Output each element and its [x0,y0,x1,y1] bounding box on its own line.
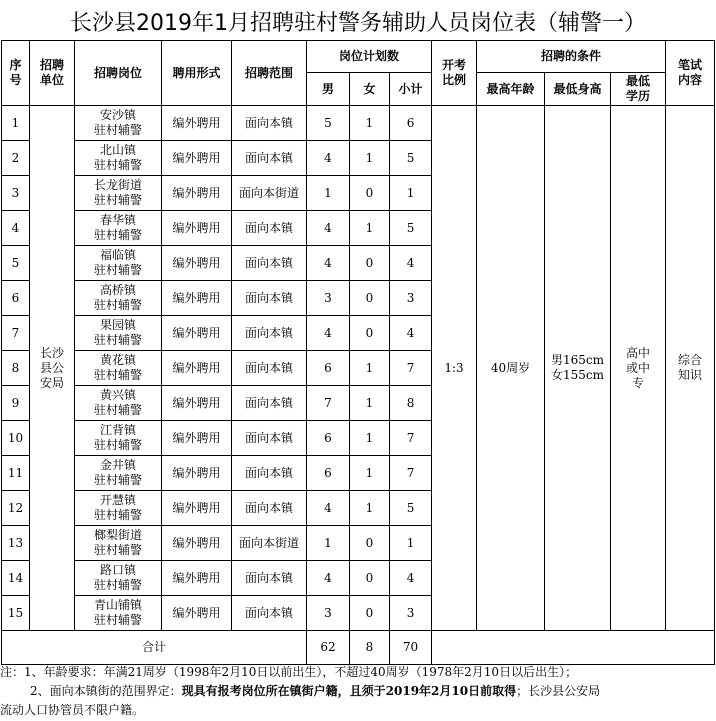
row-scope: 面向本镇 [232,456,307,491]
row-form: 编外聘用 [162,106,232,141]
header-max-age: 最高年龄 [477,73,545,106]
row-post: 驻村辅警 [93,193,142,207]
min-height-cell [545,106,611,631]
row-subtotal: 5 [390,491,432,526]
row-subtotal: 6 [390,106,432,141]
header-min-height: 最低身高 [545,73,611,106]
row-subtotal: 1 [390,526,432,561]
header-min-edu-label: 最低学历 [626,74,651,103]
row-male: 7 [307,386,350,421]
row-female: 0 [350,176,390,211]
note-line-2-bold: 现具有报考岗位所在镇街户籍，且须于2019年2月10日前取得 [181,684,517,698]
row-subtotal: 1 [390,176,432,211]
note-line-2 [0,682,716,701]
row-seq: 5 [2,246,30,281]
header-min-edu [611,73,666,106]
row-scope: 面向本镇 [232,106,307,141]
row-male: 4 [307,316,350,351]
note-line-1: 注：1、年龄要求：年满21周岁（1998年2月10日以前出生），不超过40周岁（1978年2月10日以后出生）； [0,665,578,679]
row-seq: 1 [2,106,30,141]
row-subtotal: 7 [390,421,432,456]
row-female: 1 [350,421,390,456]
row-male: 6 [307,351,350,386]
row-form: 编外聘用 [162,491,232,526]
row-female: 1 [350,106,390,141]
exam-label: 综合知识 [678,353,703,382]
row-female: 1 [350,211,390,246]
row-subtotal: 4 [390,561,432,596]
row-form: 编外聘用 [162,351,232,386]
recruitment-table [1,40,715,665]
row-position [75,456,162,491]
row-form: 编外聘用 [162,141,232,176]
row-post: 驻村辅警 [93,263,142,277]
row-male: 3 [307,596,350,631]
row-post: 驻村辅警 [93,403,142,417]
header-exam-label: 笔试内容 [678,58,703,87]
header-position: 招聘岗位 [75,41,162,106]
row-female: 0 [350,281,390,316]
row-post: 驻村辅警 [93,158,142,172]
row-female: 1 [350,456,390,491]
row-form: 编外聘用 [162,316,232,351]
row-form: 编外聘用 [162,561,232,596]
row-male: 4 [307,141,350,176]
row-scope: 面向本街道 [232,526,307,561]
note-line-2-suffix: ；长沙县公安局 [516,684,601,698]
notes [0,663,716,720]
row-post: 驻村辅警 [93,333,142,347]
header-unit-label: 招聘单位 [39,58,64,87]
row-subtotal: 4 [390,246,432,281]
row-female: 1 [350,386,390,421]
row-town: 江背镇 [99,423,136,437]
row-scope: 面向本镇 [232,386,307,421]
total-row [2,631,715,665]
row-scope: 面向本镇 [232,421,307,456]
total-blank [432,631,715,665]
row-form: 编外聘用 [162,526,232,561]
row-subtotal: 7 [390,351,432,386]
row-town: 青山铺镇 [93,598,142,612]
row-seq: 2 [2,141,30,176]
row-position [75,176,162,211]
row-form: 编外聘用 [162,421,232,456]
row-town: 路口镇 [99,563,136,577]
row-post: 驻村辅警 [93,228,142,242]
note-line-2-prefix: 2、面向本镇街的范围界定： [30,684,182,698]
header-exam [666,41,715,106]
row-male: 4 [307,561,350,596]
row-town: 福临镇 [99,248,136,262]
row-female: 1 [350,491,390,526]
row-form: 编外聘用 [162,246,232,281]
row-post: 驻村辅警 [93,613,142,627]
row-position [75,491,162,526]
row-seq: 8 [2,351,30,386]
row-position [75,561,162,596]
header-subtotal: 小计 [390,73,432,106]
row-female: 0 [350,526,390,561]
row-female: 0 [350,561,390,596]
row-town: 开慧镇 [99,493,136,507]
total-subtotal: 70 [390,631,432,665]
row-seq: 4 [2,211,30,246]
row-position [75,106,162,141]
min-edu-label: 高中或中专 [626,345,651,390]
row-subtotal: 8 [390,386,432,421]
row-town: 金井镇 [99,458,136,472]
note-line-3: 流动人口协管员不限户籍。 [0,703,145,717]
row-seq: 11 [2,456,30,491]
row-form: 编外聘用 [162,211,232,246]
row-form: 编外聘用 [162,456,232,491]
total-label: 合计 [2,631,307,665]
header-conditions: 招聘的条件 [477,41,666,73]
row-form: 编外聘用 [162,281,232,316]
header-unit [30,41,75,106]
row-position [75,526,162,561]
row-male: 4 [307,491,350,526]
header-ratio [432,41,477,106]
row-male: 1 [307,526,350,561]
header-scope: 招聘范围 [232,41,307,106]
row-seq: 15 [2,596,30,631]
exam-cell [666,106,715,631]
row-position [75,281,162,316]
row-seq: 14 [2,561,30,596]
row-seq: 7 [2,316,30,351]
row-seq: 6 [2,281,30,316]
row-post: 驻村辅警 [93,578,142,592]
row-position [75,596,162,631]
row-post: 驻村辅警 [93,508,142,522]
row-female: 1 [350,141,390,176]
total-female: 8 [350,631,390,665]
min-edu-cell [611,106,666,631]
header-seq-label: 序号 [9,58,22,87]
row-post: 驻村辅警 [93,543,142,557]
row-scope: 面向本镇 [232,491,307,526]
row-town: 春华镇 [99,213,136,227]
row-subtotal: 7 [390,456,432,491]
height-female: 女155cm [551,368,605,382]
row-subtotal: 5 [390,141,432,176]
row-seq: 10 [2,421,30,456]
row-female: 0 [350,596,390,631]
unit-label: 长沙县公安局 [39,345,64,390]
row-town: 高桥镇 [99,283,136,297]
row-male: 6 [307,421,350,456]
row-post: 驻村辅警 [93,438,142,452]
row-town: 长龙街道 [93,178,142,192]
row-subtotal: 3 [390,281,432,316]
row-male: 6 [307,456,350,491]
row-town: 果园镇 [99,318,136,332]
max-age-cell: 40周岁 [477,106,545,631]
row-post: 驻村辅警 [93,473,142,487]
height-male: 男165cm [551,353,605,367]
row-town: 榔梨街道 [93,528,142,542]
row-scope: 面向本镇 [232,316,307,351]
row-town: 北山镇 [99,143,136,157]
page-title: 长沙县2019年1月招聘驻村警务辅助人员岗位表（辅警一） [70,11,646,36]
header-seq [2,41,30,106]
total-male: 62 [307,631,350,665]
row-scope: 面向本镇 [232,281,307,316]
header-plan: 岗位计划数 [307,41,432,73]
header-male: 男 [307,73,350,106]
row-post: 驻村辅警 [93,298,142,312]
row-town: 安沙镇 [99,108,136,122]
row-male: 4 [307,211,350,246]
header-form: 聘用形式 [162,41,232,106]
row-male: 3 [307,281,350,316]
row-female: 0 [350,316,390,351]
row-seq: 12 [2,491,30,526]
table-row [2,106,715,141]
row-male: 5 [307,106,350,141]
ratio-cell: 1:3 [432,106,477,631]
row-position [75,316,162,351]
row-form: 编外聘用 [162,596,232,631]
row-scope: 面向本镇 [232,596,307,631]
row-subtotal: 3 [390,596,432,631]
row-female: 0 [350,246,390,281]
row-seq: 13 [2,526,30,561]
row-scope: 面向本镇 [232,141,307,176]
row-female: 1 [350,351,390,386]
row-male: 1 [307,176,350,211]
row-post: 驻村辅警 [93,368,142,382]
row-scope: 面向本镇 [232,246,307,281]
row-form: 编外聘用 [162,176,232,211]
row-seq: 3 [2,176,30,211]
row-form: 编外聘用 [162,386,232,421]
row-position [75,351,162,386]
header-female: 女 [350,73,390,106]
row-post: 驻村辅警 [93,123,142,137]
row-position [75,421,162,456]
row-town: 黄兴镇 [99,388,136,402]
row-subtotal: 5 [390,211,432,246]
header-ratio-label: 开考比例 [442,58,467,87]
unit-cell [30,106,75,631]
row-position [75,246,162,281]
row-scope: 面向本镇 [232,351,307,386]
row-town: 黄花镇 [99,353,136,367]
row-position [75,386,162,421]
row-male: 4 [307,246,350,281]
row-scope: 面向本镇 [232,561,307,596]
row-seq: 9 [2,386,30,421]
row-subtotal: 4 [390,316,432,351]
row-scope: 面向本街道 [232,176,307,211]
row-scope: 面向本镇 [232,211,307,246]
row-position [75,141,162,176]
row-position [75,211,162,246]
